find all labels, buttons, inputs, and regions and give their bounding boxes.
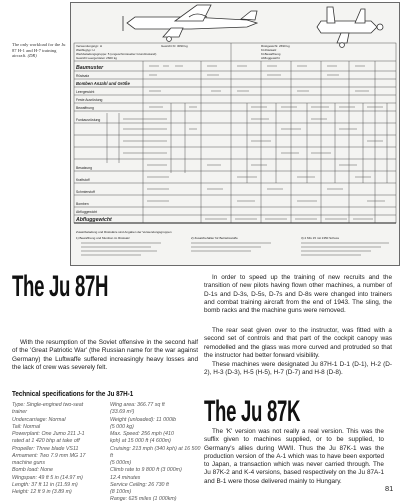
spec-line: Service Ceiling: 26 730 ft [110,481,169,488]
spec-line: Wingspan: 49 ft 5 in (14.97 m) [12,474,83,481]
sheet-top-left-1: Verwendungstyp: H [76,44,103,48]
spec-line: kph) at 15 000 ft (4 600m) [110,438,171,445]
heading-ju87h: The Ju 87H [12,270,109,303]
spec-line: (8 100m) [110,489,132,495]
sheet-row-bomben-anzahl: Bomben Anzahl und Größe [76,81,130,86]
spec-line: machine guns [12,460,45,466]
spec-line: Bomb load: None [12,467,53,474]
spec-line: Propeller: Three blade VS11 [12,445,79,452]
sheet-top-left-4: Gewicht Leergerüstet: 2600 kg [76,56,117,60]
sheet-top-right-4: Abfluggewicht [261,56,280,60]
spec-line: 12.4 minutes [110,474,141,481]
spec-line: Climb rate to 9 800 ft (3 000m) [110,467,182,474]
loading-table-drawing [71,3,399,265]
sheet-row-bewaffnung: Bewaffnung [76,106,94,110]
spec-line: Tail: Normal [12,423,41,430]
paragraph-ju87k: The 'K' version was not really a real version. This was the suffix given to machines supplied, or to be supplied, to Germany's allies during WWII. Thus the Ju 87K-1 was the production version of the A-1 which was to have been exported to Japan, a transaction which was never carried through. The Ju 87K-2 and K-4 versions, based respectively on the Ju 87A-1 and B-1 were those delivered mainly to Hungary. [204,428,384,485]
spec-line: Powerplant: One Jumo 211 J-1 [12,431,85,437]
weight-chart-figures [81,66,389,255]
spec-line: Type: Single-engined two-seat [12,402,84,408]
sheet-row-ruestsatz: Rüstsatz [76,74,90,78]
spec-line: Armament: Two 7.9 mm MG 17 [12,452,86,459]
sheet-top-left-5: Gewicht Kl: 3090 kg [161,44,188,48]
sheet-row-feste-ausruestung: Feste Ausrüstung [76,98,103,102]
sheet-top-right-1: Rüstgewicht: 2690 kg [261,44,290,48]
caption-credit: (DR) [27,53,37,59]
paragraph-designations: These machines were designated Ju 87H-1 D-1 (D-1), H-2 (D-2), H-3 (D-3), H-5 (H-5), H-7 (D-7) and H-8 (D-8). [204,361,392,377]
sheet-top-left-2: Weitflugtyp: H [76,48,95,52]
photo-caption [12,42,66,59]
caption-text: The only workload for the Ju 87 H-1 and H-7 training aircraft. [12,42,66,59]
spec-line: Height: 12 ft 9 in (3.89 m) [12,489,72,495]
spec-line: Weight (unloaded): 11 000lb [110,416,177,423]
spec-line: Wing area: 366.77 sq ft [110,402,165,408]
sheet-row-besatzung: Besatzung [76,166,93,170]
sheet-row-abfluggewicht: Abfluggewicht [76,210,98,214]
sheet-row-funkausruestung: Funkausrüstung [76,118,101,122]
spec-line: Undercarriage: Normal [12,416,66,423]
sheet-row-kraftstoff: Kraftstoff [76,178,90,182]
paragraph-training-conversion: In order to speed up the training of new recruits and the transition of new pilots having flown other machines, a number of D-1s and D-3s, D-5s, D-7s and D-8s were changed into trainers and combat training aircraft from the end of 1943. The sling, the bomb racks and the machine guns were removed. [204,274,392,315]
spec-line: Max. Speed: 256 mph (410 [110,431,174,437]
sheet-row-bomben: Bomben [76,202,89,206]
spec-line: Cruising: 213 mph (340 kph) at 16 500 ft [110,445,201,459]
specs-list-right [110,402,202,504]
specs-heading: Technical specifications for the Ju 87H-1 [12,389,134,398]
spec-line: Range: 625 miles (1 000km) [110,496,177,503]
sheet-row-leergewicht: Leergewicht [76,90,95,94]
paragraph-instructor-seat: The rear seat given over to the instructor, was fitted with a second set of controls and that part of the cockpit canopy was remodelled and the glass was more curved and protruded so that the instructor had better forward visibility. [204,327,392,359]
sheet-note-1: 1) Bewaffnung und Munition im Rüstsatz [76,236,130,240]
paragraph-ju87h-intro: With the resumption of the Soviet offensive in the second half of the 'Great Patriotic War' (the Russian name for the war against Germany) the Luftwaffe suffered increasingly heavy losses and the lack of crew was severely felt. [12,339,198,371]
heading-ju87k: The Ju 87K [204,395,301,428]
spec-line: (5 000m) [110,460,132,466]
sheet-top-right-2: Kl-Rüstsatz [261,48,277,52]
sheet-row-schmierstoff: Schmierstoff [76,190,95,194]
sheet-top-right-3: Kl-Bewaffnung [261,52,281,56]
spec-line: (5 000 kg) [110,423,134,430]
sheet-note-3: 3) 2 MG 15 mit 1350 Schuss [301,236,340,240]
spec-line: rated at 1 420 bhp at take off [12,438,80,445]
sheet-note-2: 2) Zusatzbehälter für Betriebsstoffe [191,236,238,240]
spec-line: (33.69 m²) [110,409,135,416]
aircraft-silhouette-left [123,5,257,41]
aircraft-silhouette-right [317,7,383,47]
spec-line: trainer [12,409,28,416]
weight-chart-lines [74,43,396,223]
spec-line: Length: 37 ft 11 in (11.59 m) [12,481,78,488]
loading-table-image [70,2,400,266]
sheet-top-left-3: Werkbeladungsgruppe: 5 (ungeschmüsselter Grundzustand) [76,52,157,56]
page-number: 81 [385,484,394,493]
sheet-row-baumuster: Baumuster [76,65,104,71]
sheet-footer-title: Abfluggewicht [76,217,112,223]
specs-list-left [12,402,106,496]
sheet-footer-caption: Zusatzbeladung und Rüstsätze sind Angaben der Verwendungsgruppen [76,230,172,234]
